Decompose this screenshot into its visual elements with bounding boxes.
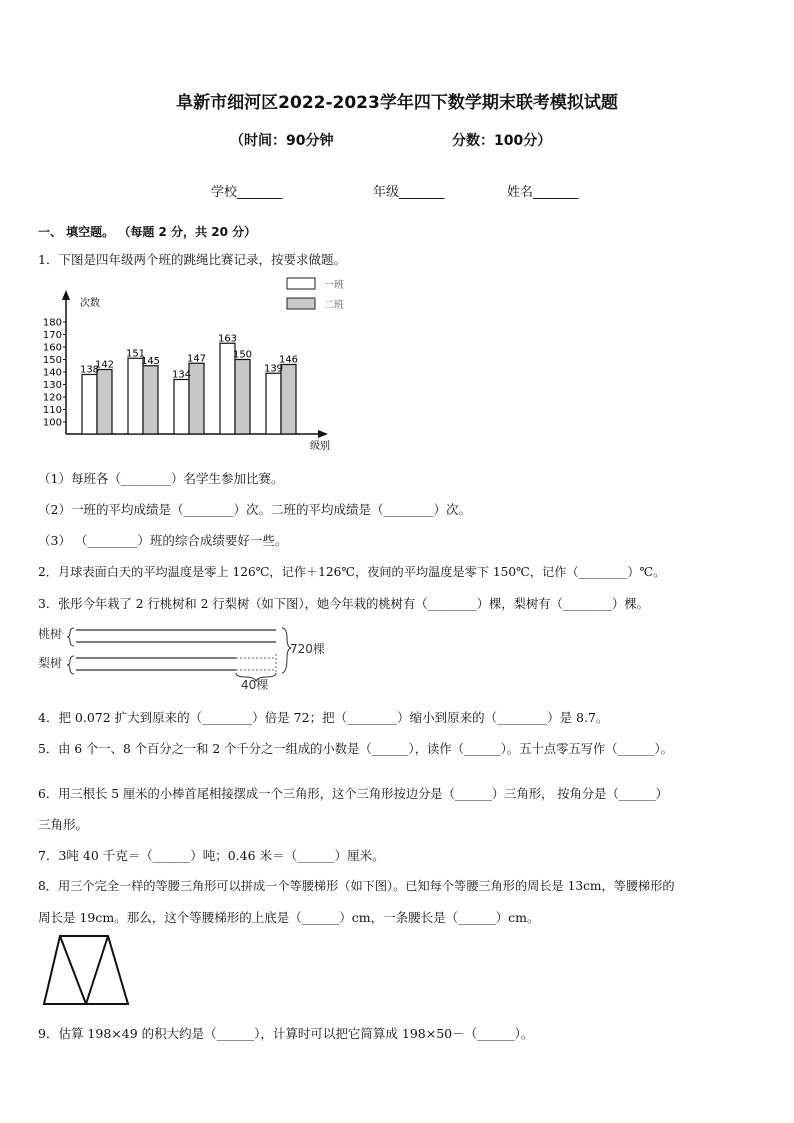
data-label-class2-group2: 145: [140, 355, 161, 367]
data-label-class2-group1: 142: [94, 359, 115, 371]
y-tick-label: 180: [42, 317, 62, 329]
question-6-line-2: 三角形。: [38, 817, 89, 832]
legend-label-class1: 一班: [324, 280, 344, 291]
data-label-class1-group3: 134: [171, 369, 192, 381]
triangle-divider-left: [60, 936, 86, 1004]
difference-label: 40棵: [241, 678, 269, 692]
y-tick-label: 160: [42, 342, 62, 354]
data-label-class2-group3: 147: [186, 353, 207, 365]
trapezoid-figure: [40, 932, 136, 1010]
jump-rope-bar-chart: [34, 272, 354, 454]
data-label-class1-group5: 139: [263, 363, 284, 375]
question-1-part-2: （2）一班的平均成绩是（________）次。二班的平均成绩是（________）次。: [38, 502, 471, 517]
triangle-divider-right: [86, 936, 108, 1004]
peach-label: 桃树: [38, 627, 63, 641]
x-axis-arrow: [318, 430, 328, 438]
bar-class1-group2: [128, 358, 143, 434]
y-tick-label: 130: [42, 380, 62, 391]
y-tick-label: 110: [42, 405, 62, 416]
grade-field: 年级_______: [373, 185, 445, 200]
pear-label: 梨树: [38, 656, 63, 670]
x-axis-label: 级别: [310, 441, 330, 452]
y-tick-label: 140: [42, 367, 62, 379]
question-9: 9．估算 198×49 的积大约是（______），计算时可以把它简算成 198×50－（______）。: [38, 1026, 534, 1041]
data-label-class2-group5: 146: [278, 354, 299, 366]
y-axis-label: 次数: [80, 298, 100, 309]
exam-score: 分数：100分）: [452, 133, 552, 149]
bar-class1-group5: [266, 373, 281, 434]
question-6-line-1: 6．用三根长 5 厘米的小棒首尾相接摆成一个三角形，这个三角形按边分是（______）三角形， 按角分是（______）: [38, 787, 668, 801]
bar-class2-group2: [143, 366, 158, 434]
question-8-line-1: 8．用三个完全一样的等腰三角形可以拼成一个等腰梯形（如下图）。已知每个等腰三角形的周长是 13cm，等腰梯形的: [38, 879, 675, 893]
question-8-line-2: 周长是 19cm。那么，这个等腰梯形的上底是（______）cm，一条腰长是（______）cm。: [38, 910, 540, 925]
y-tick-label: 100: [42, 417, 62, 429]
legend-swatch-class2: [287, 298, 315, 309]
legend-swatch-class1: [287, 278, 315, 289]
bar-class2-group3: [189, 363, 204, 434]
tree-diagram: [34, 620, 334, 692]
question-5: 5．由 6 个一、8 个百分之一和 2 个千分之一组成的小数是（______），读作（______）。五十点零五写作（______）。: [38, 742, 673, 756]
bar-class2-group4: [235, 360, 250, 435]
data-label-class1-group4: 163: [217, 333, 238, 345]
y-tick-label: 170: [42, 330, 62, 341]
trapezoid-outline: [44, 936, 128, 1004]
question-1: 1．下图是四年级两个班的跳绳比赛记录，按要求做题。: [38, 252, 346, 267]
question-1-part-3: （3） （________）班的综合成绩要好一些。: [38, 533, 288, 548]
page-title: 阜新市细河区2022-2023学年四下数学期末联考模拟试题: [176, 93, 618, 113]
data-label-class1-group1: 138: [79, 364, 100, 376]
y-tick-label: 120: [42, 392, 62, 404]
question-3: 3．张彤今年栽了 2 行桃树和 2 行梨树（如下图），她今年栽的桃树有（________）棵，梨树有（________）棵。: [38, 597, 649, 611]
chart-ticks: [43, 318, 66, 429]
bar-class1-group3: [174, 380, 189, 435]
question-2: 2．月球表面白天的平均温度是零上 126℃，记作＋126℃，夜间的平均温度是零下 150℃，记作（________）℃。: [38, 565, 666, 579]
question-1-part-1: （1）每班各（________）名学生参加比赛。: [38, 471, 284, 486]
name-field: 姓名_______: [507, 185, 579, 200]
exam-time: （时间：90分钟: [230, 133, 334, 149]
data-label-class1-group2: 151: [125, 348, 146, 360]
y-tick-label: 150: [42, 355, 62, 366]
total-label: 720棵: [290, 642, 325, 656]
legend-label-class2: 二班: [324, 300, 344, 311]
question-4: 4．把 0.072 扩大到原来的（________）倍是 72；把（________）缩小到原来的（________）是 8.7。: [38, 710, 609, 725]
question-7: 7．3吨 40 千克＝（______）吨；0.46 米＝（______）厘米。: [38, 848, 385, 863]
bar-class1-group1: [82, 375, 97, 435]
chart-data-labels: [80, 333, 298, 380]
bar-class2-group5: [281, 365, 296, 435]
school-field: 学校_______: [211, 185, 283, 200]
bar-class2-group1: [97, 370, 112, 435]
data-label-class2-group4: 150: [232, 349, 253, 361]
section-heading: 一、 填空题。 （每题 2 分，共 20 分）: [38, 225, 257, 239]
y-axis-arrow: [62, 290, 70, 300]
